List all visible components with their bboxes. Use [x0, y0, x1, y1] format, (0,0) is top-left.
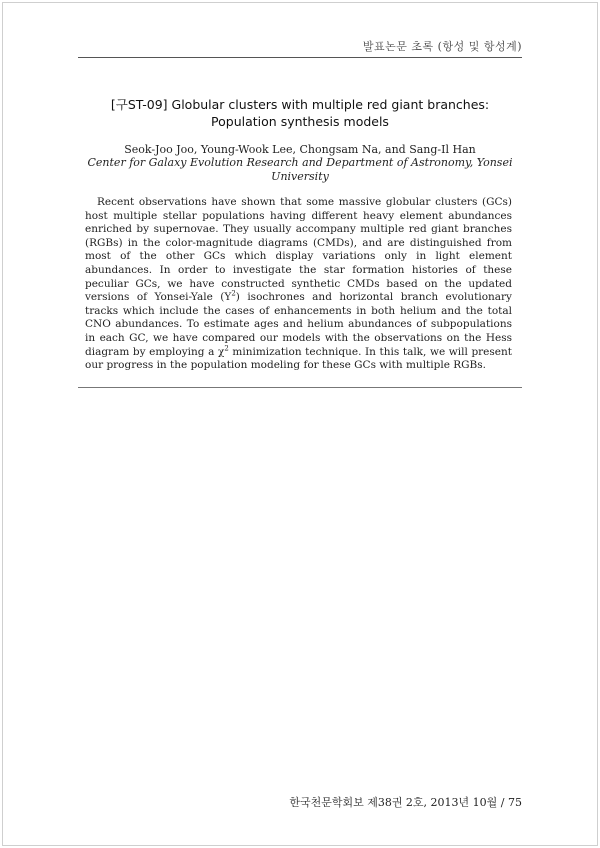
author-list: Seok-Joo Joo, Young-Wook Lee, Chongsam Na, and Sang-Il Han	[124, 143, 476, 156]
header-divider	[78, 57, 522, 58]
page-footer: 한국천문학회보 제38권 2호, 2013년 10월 / 75	[289, 796, 522, 809]
abstract-text-2: ) isochrones and horizontal branch evolutionary tracks which include the cases of enhancements in both helium and the total CNO abundances. To estimate ages and helium abundances of subpopulations in each GC, we have compared our models with the observations on the Hess diagram by employing a χ	[85, 291, 512, 358]
affiliation: Center for Galaxy Evolution Research and Department of Astronomy, Yonsei University	[87, 156, 513, 183]
abstract-divider	[78, 387, 522, 388]
abstract-text-3: minimization technique. In this talk, we will present our progress in the population modeling for these GCs with multiple RGBs.	[85, 345, 512, 372]
running-head: 발표논문 초록 (항성 및 항성계)	[362, 40, 522, 53]
superscript-2: 2	[231, 289, 236, 298]
abstract	[85, 196, 512, 373]
article-title: [구ST-09] Globular clusters with multiple red giant branches: Population synthesis models	[110, 97, 490, 129]
superscript-2: 2	[224, 344, 229, 353]
abstract-text-1: Recent observations have shown that some massive globular clusters (GCs) host multiple stellar populations having different heavy element abundances enriched by supernovae. They usually accompany multiple red giant branches (RGBs) in the color-magnitude diagrams (CMDs), and are distinguished from most of the other GCs which display variations only in light element abundances. In order to investigate the star formation histories of these peculiar GCs, we have constructed synthetic CMDs based on the updated versions of Yonsei-Yale (Y	[85, 196, 512, 304]
